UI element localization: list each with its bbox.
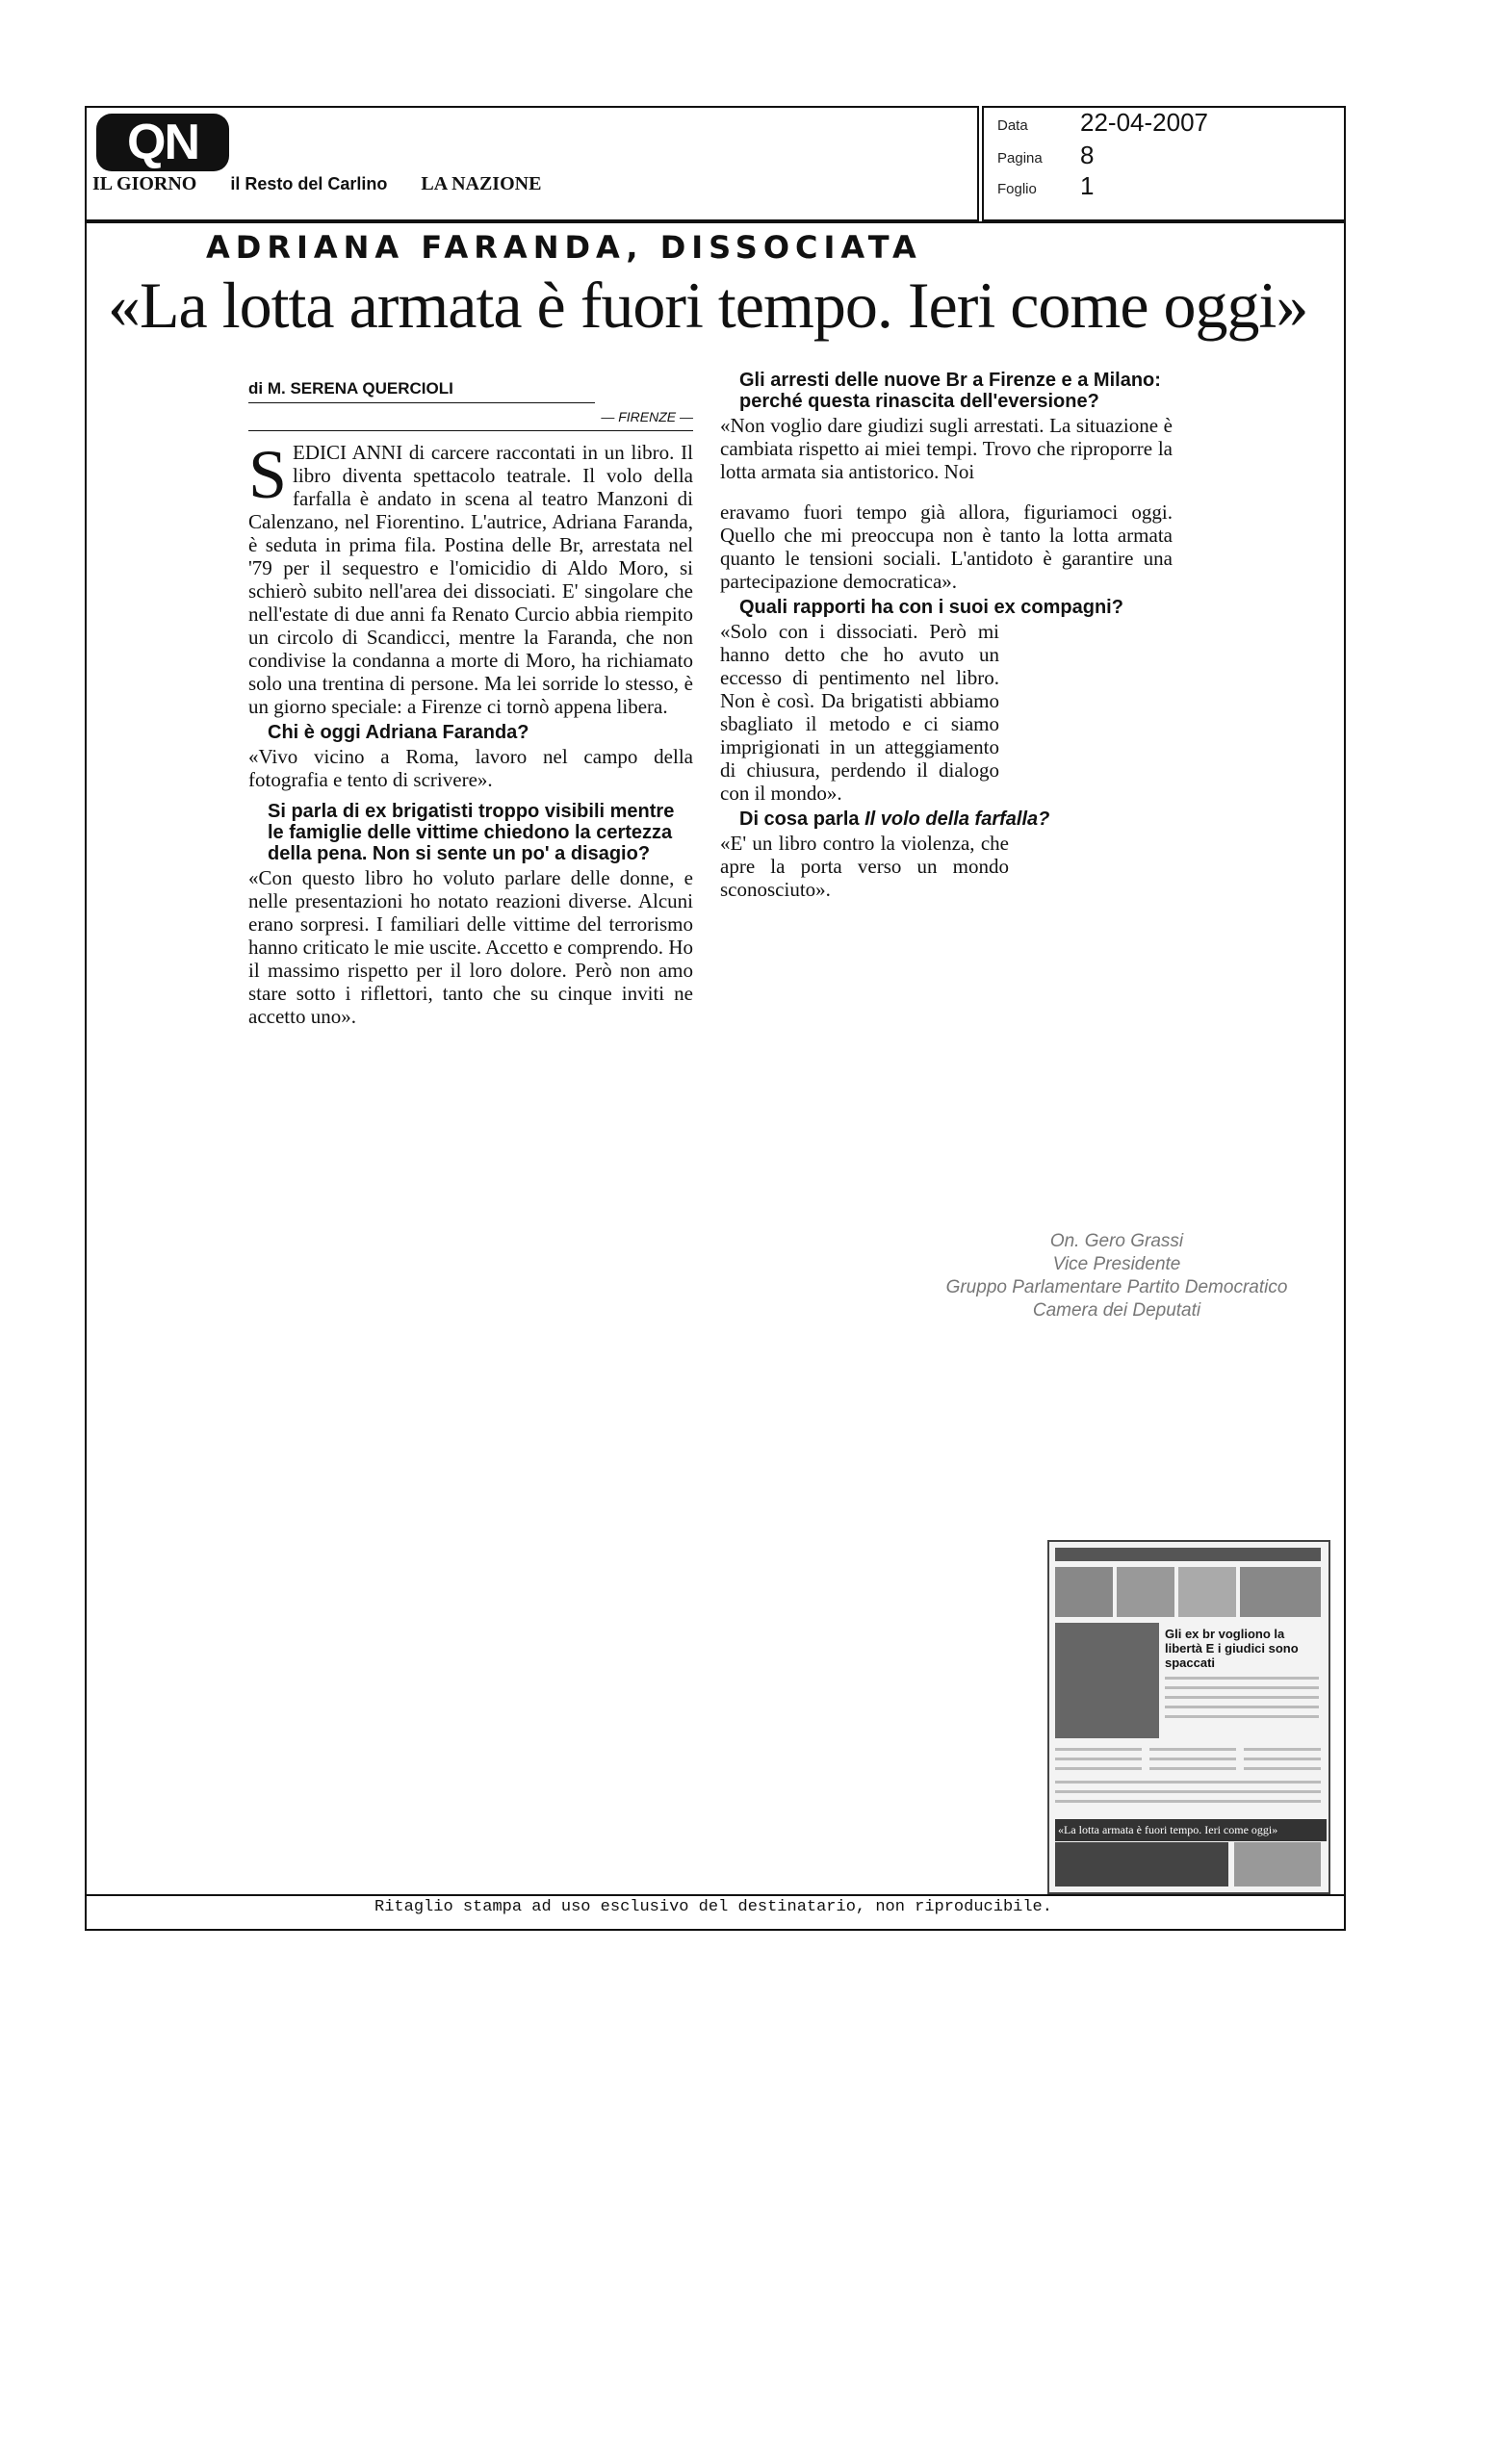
- thumb-text-line: [1055, 1800, 1321, 1803]
- thumb-portrait: [1055, 1623, 1159, 1738]
- question-3: Gli arresti delle nuove Br a Firenze e a Milano: perché questa rinascita dell'eversione?: [739, 370, 1161, 412]
- thumb-text-line: [1244, 1767, 1321, 1770]
- answer-3a: «Non voglio dare giudizi sugli arrestati. La situazione è cambiata rispetto ai miei tempi. Trovo che riproporre la lotta armata sia antistorico. Noi: [720, 414, 1173, 483]
- thumb-masthead: [1055, 1548, 1321, 1561]
- stamp-group: Gruppo Parlamentare Partito Democratico: [945, 1277, 1288, 1297]
- thumb-photo-1: [1055, 1567, 1113, 1617]
- answer-4: «Solo con i dissociati. Però mi hanno detto che ho avuto un eccesso di pentimento nel libro. Non è così. Da brigatisti abbiamo sbagliato il metodo e ci siamo imprigionati in un atteggiamento di chiusura, perdendo il dialogo con il mondo».: [720, 620, 999, 805]
- thumb-text-line: [1165, 1706, 1319, 1708]
- qn-logo: QN: [96, 114, 229, 171]
- answer-1: «Vivo vicino a Roma, lavoro nel campo della fotografia e tento di scrivere».: [248, 745, 693, 791]
- footer-disclaimer: Ritaglio stampa ad uso esclusivo del destinatario, non riproducibile.: [374, 1898, 1052, 1916]
- meta-value-data: 22-04-2007: [1080, 108, 1208, 137]
- lead-paragraph: [248, 436, 693, 718]
- dropcap: S: [248, 436, 288, 513]
- stamp-name: On. Gero Grassi: [1049, 1231, 1184, 1251]
- article-column-2: [720, 366, 1173, 901]
- thumb-photo-5: [1234, 1842, 1321, 1886]
- thumb-text-line: [1055, 1767, 1142, 1770]
- thumb-text-line: [1055, 1790, 1321, 1793]
- page-thumbnail: [1047, 1540, 1330, 1894]
- question-2: Si parla di ex brigatisti troppo visibili mentre le famiglie delle vittime chiedono la certezza della pena. Non si sente un po' a disagio?: [268, 801, 675, 864]
- question-1: Chi è oggi Adriana Faranda?: [268, 722, 529, 743]
- meta-value-foglio: 1: [1080, 171, 1095, 200]
- thumb-text-line: [1055, 1748, 1142, 1751]
- thumb-subheadline: «La lotta armata è fuori tempo. Ieri come oggi»: [1055, 1819, 1327, 1841]
- answer-2: «Con questo libro ho voluto parlare delle donne, e nelle presentazioni ho notato reazioni diverse. Alcuni erano sorpresi. I familiari delle vittime del terrorismo hanno criticato le mie uscite. Accetto e comprendo. Ho il massimo rispetto per il loro dolore. Però non amo stare sotto i riflettori, tanto che su cinque inviti ne accetto uno».: [248, 866, 693, 1028]
- article-kicker: ADRIANA FARANDA, DISSOCIATA: [206, 229, 922, 266]
- byline: di M. SERENA QUERCIOLI: [248, 377, 595, 403]
- thumb-dark-photo: [1055, 1842, 1228, 1886]
- publication-il-giorno: IL GIORNO: [92, 173, 197, 194]
- meta-label-pagina: Pagina: [997, 150, 1043, 167]
- thumb-photo-2: [1117, 1567, 1174, 1617]
- thumb-text-line: [1149, 1748, 1236, 1751]
- question-5-title: Il volo della farfalla?: [864, 808, 1050, 830]
- thumb-text-line: [1055, 1758, 1142, 1760]
- meta-label-data: Data: [997, 117, 1028, 134]
- stamp-role: Vice Presidente: [1052, 1254, 1181, 1274]
- publication-la-nazione: LA NAZIONE: [421, 173, 542, 194]
- thumb-photo-4: [1240, 1567, 1321, 1617]
- thumb-text-line: [1149, 1767, 1236, 1770]
- meta-value-pagina: 8: [1080, 141, 1095, 169]
- thumb-text-line: [1244, 1748, 1321, 1751]
- thumb-text-line: [1244, 1758, 1321, 1760]
- meta-label-foglio: Foglio: [997, 181, 1037, 197]
- dateline: — FIRENZE —: [248, 403, 693, 431]
- thumb-text-line: [1165, 1686, 1319, 1689]
- thumb-headline: Gli ex br vogliono la libertà E i giudici sono spaccati: [1165, 1627, 1299, 1670]
- publication-resto-del-carlino: il Resto del Carlino: [230, 174, 388, 193]
- question-5-prefix: Di cosa parla: [739, 808, 865, 830]
- publication-names: [92, 173, 570, 195]
- question-4: Quali rapporti ha con i suoi ex compagni?: [739, 597, 1123, 618]
- lead-text: EDICI ANNI di carcere raccontati in un libro. Il libro diventa spettacolo teatrale. Il volo della farfalla è andato in scena al teatro Manzoni di Calenzano, nel Fiorentino. L'autrice, Adriana Faranda, è seduta in prima fila. Postina delle Br, arrestata nel '79 per il sequestro e l'omicidio di Aldo Moro, si schierò subito nell'area dei dissociati. E' singolare che nell'estate di due anni fa Renato Curcio abbia riempito un circolo di Scandicci, mentre la Faranda, che non condivise la condanna a morte di Moro, ha richiamato solo una trentina di persone. Ma lei sorride lo stesso, è un giorno speciale: a Firenze ci tornò appena libera.: [248, 441, 693, 718]
- thumb-text-line: [1149, 1758, 1236, 1760]
- thumb-text-line: [1055, 1781, 1321, 1784]
- thumb-text-line: [1165, 1677, 1319, 1680]
- stamp-institution: Camera dei Deputati: [1032, 1300, 1201, 1321]
- thumb-text-line: [1165, 1696, 1319, 1699]
- article-headline: «La lotta armata è fuori tempo. Ieri come oggi»: [108, 269, 1308, 342]
- answer-3b: eravamo fuori tempo già allora, figuriamoci oggi. Quello che mi preoccupa non è tanto la lotta armata quanto le tensioni sociali. L'antidoto è garantire una partecipazione democratica».: [720, 500, 1173, 593]
- article-column-1: [248, 377, 693, 1028]
- thumb-text-line: [1165, 1715, 1319, 1718]
- question-5: [739, 808, 1173, 830]
- official-stamp: [905, 1230, 1328, 1322]
- thumb-photo-3: [1178, 1567, 1236, 1617]
- answer-5: «E' un libro contro la violenza, che apre la porta verso un mondo sconosciuto».: [720, 832, 1009, 901]
